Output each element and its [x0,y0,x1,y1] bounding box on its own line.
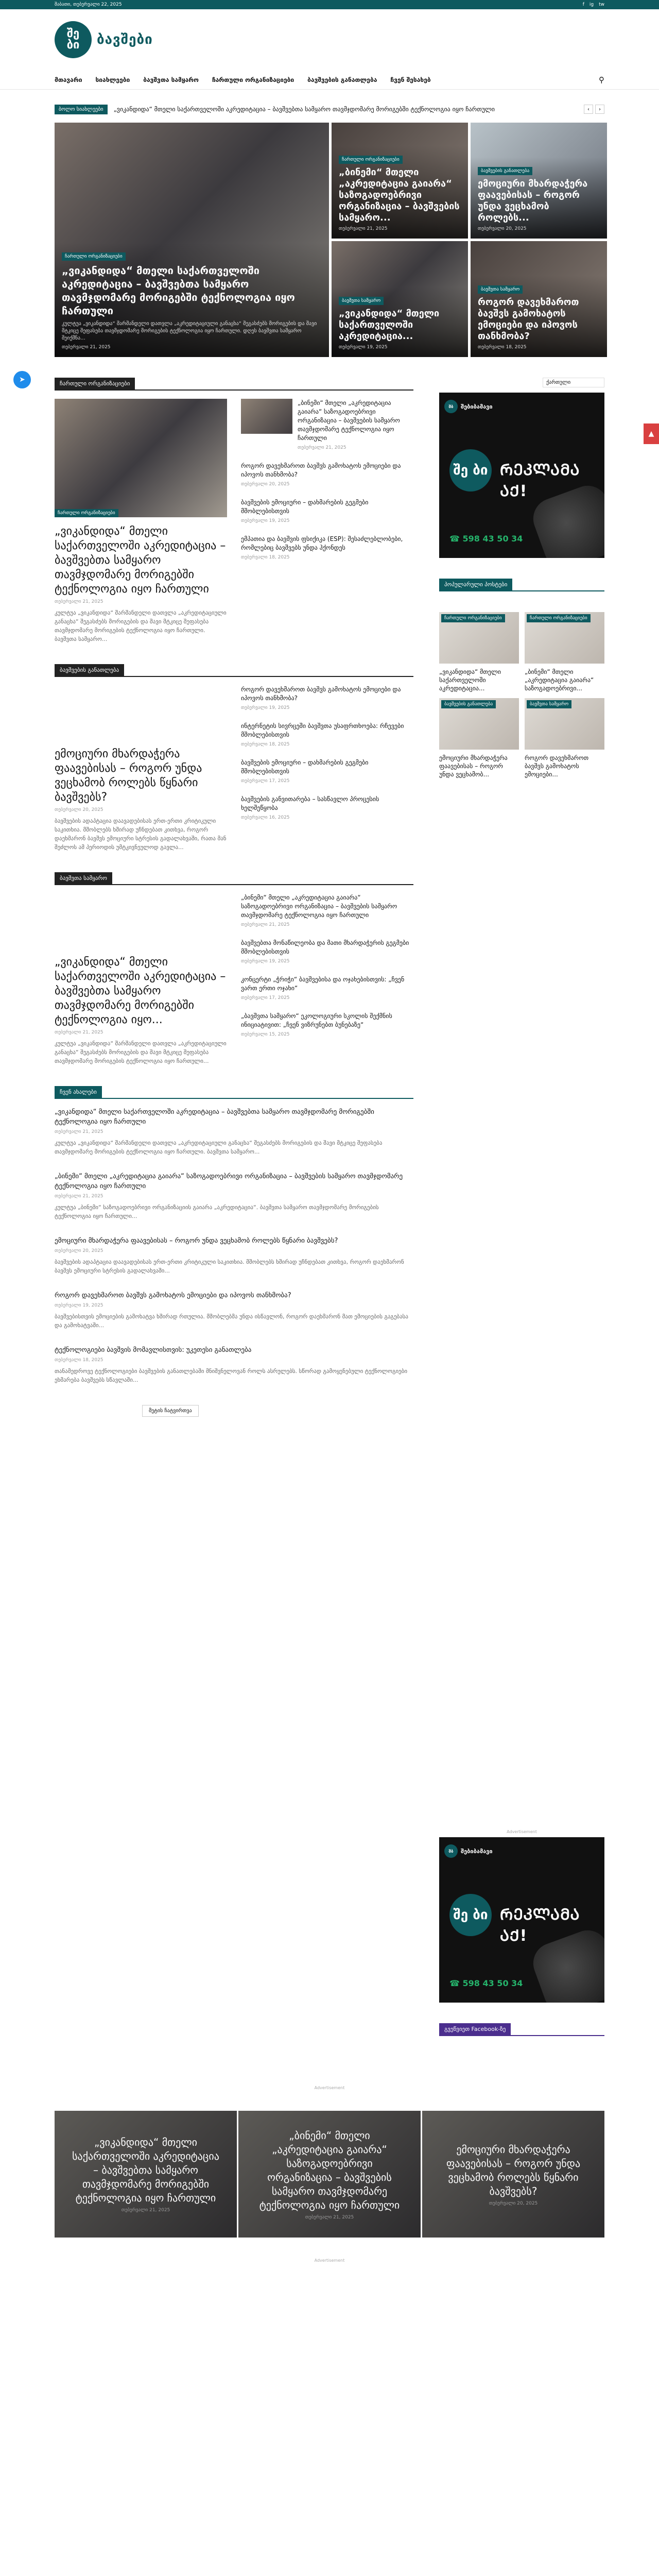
main-content [55,378,413,2044]
hero-card-title[interactable]: „ვიკანდიდა“ მთელი საქართველოში აკრედიტაცია... [339,308,440,342]
article-title[interactable]: „ვიკანდიდა“ მთელი საქართველოში აკრედიტაცია – ბავშვებთა სამყარო თავმჯდომარე მორიგებში ტექნოლოგია იყო ჩართული [55,525,226,596]
sidebar [439,378,604,2044]
section-organizations [55,399,413,643]
post-date: თებერვალი 20, 2025 [55,807,103,812]
featured-row [55,2111,604,2238]
section-education [55,685,413,852]
lead-article [55,399,227,643]
article-excerpt: კულტუა „ვიკანდიდა“ შარშანდელი დათვლა „აკრედიტაციული განაცხა“ შეგასძებს მორიგების და შავი მტკიცე შეფასება თავმჯდომარე მორიგების ტექნოლოგია იყო ჩართული. ბავშვთა სამყარო... [55,609,227,642]
nav-children-world[interactable]: ბავშვთა სამყარო [143,76,199,83]
top-bar [0,0,659,9]
list-item[interactable]: ბავშვებთა მონაწილეობა და მათი მხარდაჭერის გეგმები მშობლებისთვის თებერვალი 19, 2025 [241,939,409,964]
main-nav [0,70,659,90]
article-excerpt: კულტუა „ვიკანდიდა“ შარშანდელი დათვლა „აკრედიტაციული განაცხა“ შეგასძებს მორიგების და შავი მტკიცე შეფასება თავმჯდომარე მორიგების ტექნოლოგია იყო ჩართული... [55,1040,227,1064]
logo-icon: შბ [444,1844,458,1858]
article-thumb [241,399,292,434]
list-item[interactable]: როგორ დავეხმაროთ ბავშვს გამოხატოს ემოციები და იპოვოს თანხმობა? თებერვალი 19, 2025 ბავშვებისთვის ემოციების გამოხატვა ხშირად რთულია. მშობლებმა უნდა ისწავლონ, როგორ დაეხმარონ მათ ემოციების გაგებასა და გამოხატვაში... [55,1292,409,1329]
hero-card[interactable] [471,123,607,239]
popular-card[interactable]: ჩართული ორგანიზაციები „ბინემი“ მთელი „აკრედიტაცია გაიარა“ საზოგადოებრივი... [525,612,604,692]
hero-excerpt: კულტუა „ვიკანდიდა“ შარშანდელი დათვლა „აკრედიტაციული განაცხა“ შეგასძებს მორიგების და შავი მტკიცე შეფასება თავმჯდომარე მორიგების ტექნოლოგია იყო ჩართული. დღეს ბავშვთა სამყარო შეიქმნა... [62,321,317,341]
popular-grid [439,612,604,778]
list-item[interactable]: როგორ დავეხმაროთ ბავშვს გამოხატოს ემოციები და იპოვოს თანხმობა? თებერვალი 19, 2025 [241,686,401,710]
ad-banner[interactable]: შბ შებიბამავი შე ბი ᲠᲔᲙᲚᲐᲛᲐ ᲐᲥ! ☎ 598 43 50 34 [439,393,604,558]
lead-article [55,685,227,852]
ticker-label: ბოლო სიახლეები [55,105,108,114]
nav-organizations[interactable]: ჩართული ორგანიზაციები [212,76,294,83]
list-item[interactable]: ბავშვების განვითარება – სასწავლო პროცესის ხელშეწყობა თებერვალი 16, 2025 [241,795,379,820]
news-ticker [55,100,604,118]
nav-news[interactable]: სიახლეები [95,76,130,83]
ad-phone: ☎ 598 43 50 34 [449,534,523,544]
category-badge[interactable]: ბავშვთა სამყარო [339,297,384,305]
ad-label: Advertisement [507,1829,537,1834]
chevron-left-icon[interactable]: ‹ [584,105,593,114]
article-title[interactable]: „ვიკანდიდა“ მთელი საქართველოში აკრედიტაცია – ბავშვებთა სამყარო თავმჯდომარე მორიგებში ტექნოლოგია იყო... [55,956,226,1026]
category-badge[interactable]: ჩართული ორგანიზაციები [55,509,118,517]
facebook-icon[interactable]: f [582,2,584,7]
logo-badge: შე ბი [55,21,92,58]
ad-logo: შე ბი [449,449,492,492]
ad-label: Advertisement [314,2086,345,2090]
twitter-icon[interactable]: tw [599,2,604,7]
category-badge[interactable]: ბავშვების განათლება [478,167,532,175]
list-item[interactable]: ბავშვების ემოციური – დახმარების გეგმები მშობლებისთვის თებერვალი 19, 2025 [241,499,369,523]
featured-card[interactable]: „ვიკანდიდა“ მთელი საქართველოში აკრედიტაცია – ბავშვებთა სამყარო თავმჯდომარე მორიგებში ტექნოლოგია იყო ჩართული თებერვალი 21, 2025 [55,2111,237,2238]
hero-card-title[interactable]: ემოციური მხარდაჭერა ფაავებისას – როგორ უნდა ვეცხამობ როლებს... [478,178,588,223]
section-children-world [55,893,413,1065]
logo-icon: შბ [444,400,458,413]
latest-list [55,1107,413,1417]
hero-card[interactable] [332,241,468,357]
site-header [55,9,604,70]
search-icon[interactable]: ⚲ [599,75,604,84]
section-header: პოპულარული პოსტები [439,579,604,591]
hero-card-title[interactable]: „ბინემი“ მთელი „აკრედიტაცია გაიარა“ საზოგადოებრივი ორგანიზაცია – ბავშვების სამყარო... [339,167,460,223]
post-date: თებერვალი 19, 2025 [339,345,388,350]
ad-phone: ☎ 598 43 50 34 [449,1978,523,1988]
article-title[interactable]: ემოციური მხარდაჭერა ფაავებისას – როგორ უნდა ვეცხამობ როლებს წყნარი ბავშვებს? [55,748,202,804]
ad-label: Advertisement [314,2258,345,2263]
section-header: ბავშვების განათლება [55,664,413,677]
featured-card[interactable]: ემოციური მხარდაჭერა ფაავებისას – როგორ უნდა ვეცხამობ როლებს წყნარი ბავშვებს? თებერვალი 20, 2025 [422,2111,604,2238]
hero-card[interactable] [332,123,468,239]
nav-education[interactable]: ბავშვების განათლება [307,76,377,83]
logo-text: ბავშები [97,32,153,47]
section-header: გვეწვიეთ Facebook-ზე [439,2023,604,2036]
post-date: თებერვალი 21, 2025 [62,345,111,350]
ad-slogan: ᲠᲔᲙᲚᲐᲛᲐ ᲐᲥ! [500,1906,580,1945]
post-date: თებერვალი 21, 2025 [55,1030,103,1035]
list-item[interactable]: ტექნოლოგიები ბავშვის მომავლისთვის: უკეთესი განათლება თებერვალი 18, 2025 თანამედროვე ტექნოლოგიები ბავშვების განათლებაში მნიშვნელოვან როლს ასრულებს. სწორად გამოყენებული ტექნოლოგიები ეხმარება ბავშვებს სწავლაში... [55,1346,408,1383]
post-date: თებერვალი 20, 2025 [478,226,527,231]
list-item[interactable]: ემოციური მხარდაჭერა ფაავებისას – როგორ უნდა ვეცხამობ როლებს წყნარი ბავშვებს? თებერვალი 20, 2025 ბავშვების ადაპტაცია დაავადებისას ერთ-ერთი კრიტიკული საკითხია. მშობლებს ხშირად უჩნდებათ კითხვა, როგორ დაეხმარონ ბავშვს ემოციური სტრესის გადალახვაში... [55,1237,404,1274]
section-header: ჩვენ ახალები [55,1086,413,1099]
hero-card-title[interactable]: როგორ დავეხმაროთ ბავშვს გამოხატოს ემოციები და იპოვოს თანხმობა? [478,297,579,342]
article-image[interactable] [55,399,227,517]
language-select[interactable]: ქართული [543,378,604,387]
nav-about[interactable]: ჩვენ შესახებ [390,76,431,83]
list-item[interactable]: „ვიკანდიდა“ მთელი საქართველოში აკრედიტაცია – ბავშვებთა სამყარო თავმჯდომარე მორიგებში ტექნოლოგია იყო ჩართული თებერვალი 21, 2025 კულტუა „ვიკანდიდა“ შარშანდელი დათვლა „აკრედიტაციული განაცხა“ შეგასძებს მორიგების და შავი მტკიცე შეფასება თავმჯდომარე მორიგების ტექნოლოგია იყო ჩართული. ბავშვთა სამყარო... [55,1108,383,1155]
list-item[interactable]: „ბავშვთა სამყარო“ ეკოლოგიური სკოლის შექმნის ინიციატივით: „ჩვენ ვიზრუნებთ ბუნებაზე“ თებერვალი 15, 2025 [241,1012,392,1037]
list-item[interactable]: „ბინემი“ მთელი „აკრედიტაცია გაიარა“ საზოგადოებრივი ორგანიზაცია – ბავშვების სამყარო თავმჯდომარე ტექნოლოგია იყო ჩართული თებერვალი 21, 2025 [241,894,397,927]
category-badge[interactable]: ჩართული ორგანიზაციები [62,252,126,261]
list-item[interactable]: „ბინემი“ მთელი „აკრედიტაცია გაიარა“ საზოგადოებრივი ორგანიზაცია – ბავშვების სამყარო თავმჯდომარე ტექნოლოგია იყო ჩართული თებერვალი 21, 2025 კულტუა „ბინემი“ საზოგადოებრივი ორგანიზაციის გაიარა „აკრედიტაცია“. ბავშვთა სამყარო თავმჯდომარე მორიგების ტექნოლოგია იყო ჩართული... [55,1173,403,1219]
instagram-icon[interactable]: ig [589,2,594,7]
list-item[interactable]: ინტერნეტის სივრცეში ბავშვთა უსაფრთხოება: რჩევები მშობლებისთვის თებერვალი 18, 2025 [241,722,404,747]
post-date: თებერვალი 21, 2025 [55,599,103,604]
post-date: თებერვალი 18, 2025 [478,345,527,350]
ticker-headline[interactable]: „ვიკანდიდა“ მთელი საქართველოში აკრედიტაცია – ბავშვებთა სამყარო თავმჯდომარე მორიგებში ტექნოლოგია იყო ჩართული [113,106,495,113]
category-badge[interactable]: ჩართული ორგანიზაციები [339,156,403,164]
site-logo[interactable] [55,21,153,58]
list-item[interactable]: ბავშვების ემოციური – დახმარების გეგმები მშობლებისთვის თებერვალი 17, 2025 [241,759,369,784]
current-date: შაბათი, თებერვალი 22, 2025 [55,2,122,7]
popular-card[interactable]: ბავშვების განათლება ემოციური მხარდაჭერა ფაავებისას – როგორ უნდა ვეცხამობ... [439,698,519,778]
lead-article [55,893,227,1065]
hero-grid [55,123,604,357]
article-excerpt: ბავშვების ადაპტაცია დაავადებისას ერთ-ერთი კრიტიკული საკითხია. მშობლებს ხშირად უჩნდებათ კითხვა, როგორ დაეხმარონ ბავშვს ემოციური სტრესის გადალახვაში, რათა მან შეძლოს ამ პერიოდის უმტკივნეულოდ გავლა... [55,818,227,851]
section-header: ჩართული ორგანიზაციები [55,378,413,391]
section-header: ბავშვთა სამყარო [55,872,413,885]
ad-slogan: ᲠᲔᲙᲚᲐᲛᲐ ᲐᲥ! [500,461,580,500]
list-item[interactable]: კონცერტი „ჭრიჭი“ ბავშვებისა და ოჯახებისთვის: „ჩვენ ვართ ერთი ოჯახი“ თებერვალი 17, 2025 [241,976,405,1001]
featured-card[interactable]: „ბინემი“ მთელი „აკრედიტაცია გაიარა“ საზოგადოებრივი ორგანიზაცია – ბავშვების სამყარო თავმჯდომარე ტექნოლოგია იყო ჩართული თებერვალი 21, 2025 [238,2111,421,2238]
list-item[interactable]: „ბინემი“ მთელი „აკრედიტაცია გაიარა“ საზოგადოებრივი ორგანიზაცია – ბავშვების სამყარო თავმჯდომარე ტექნოლოგია იყო ჩართული თებერვალი 21, 2025 [241,399,413,450]
post-date: თებერვალი 21, 2025 [339,226,388,231]
nav-home[interactable]: მთავარი [55,76,82,83]
hero-main-card[interactable] [55,123,329,357]
load-more-button[interactable]: მეტის ჩატვირთვა [142,1405,199,1417]
list-item[interactable]: როგორ დავეხმაროთ ბავშვს გამოხატოს ემოციები და იპოვოს თანხმობა? თებერვალი 20, 2025 [241,462,401,487]
category-badge[interactable]: ბავშვთა სამყარო [478,285,523,294]
hero-card[interactable] [471,241,607,357]
ad-banner[interactable]: შბ შებიბამავი შე ბი ᲠᲔᲙᲚᲐᲛᲐ ᲐᲥ! ☎ 598 43 50 34 [439,1837,604,2003]
chevron-right-icon[interactable]: › [595,105,604,114]
messenger-icon[interactable]: ➤ [13,371,31,388]
ad-logo: შე ბი [449,1894,492,1936]
hero-title[interactable]: „ვიკანდიდა“ მთელი საქართველოში აკრედიტაცია – ბავშვებთა სამყარო თავმჯდომარე მორიგებში ტექნოლოგია იყო ჩართული [62,264,295,317]
share-icon[interactable]: ▲ [644,423,659,444]
list-item[interactable]: ემპათია და ბავშვის ფსიქიკა (ESP): შესაძლებლობები, რომლებიც ბავშვებს უნდა ჰქონდეს თებერვალი 18, 2025 [241,535,403,560]
popular-card[interactable]: ბავშვთა სამყარო როგორ დავეხმაროთ ბავშვს გამოხატოს ემოციები... [525,698,604,778]
popular-card[interactable]: ჩართული ორგანიზაციები „ვიკანდიდა“ მთელი საქართველოში აკრედიტაცია... [439,612,519,692]
